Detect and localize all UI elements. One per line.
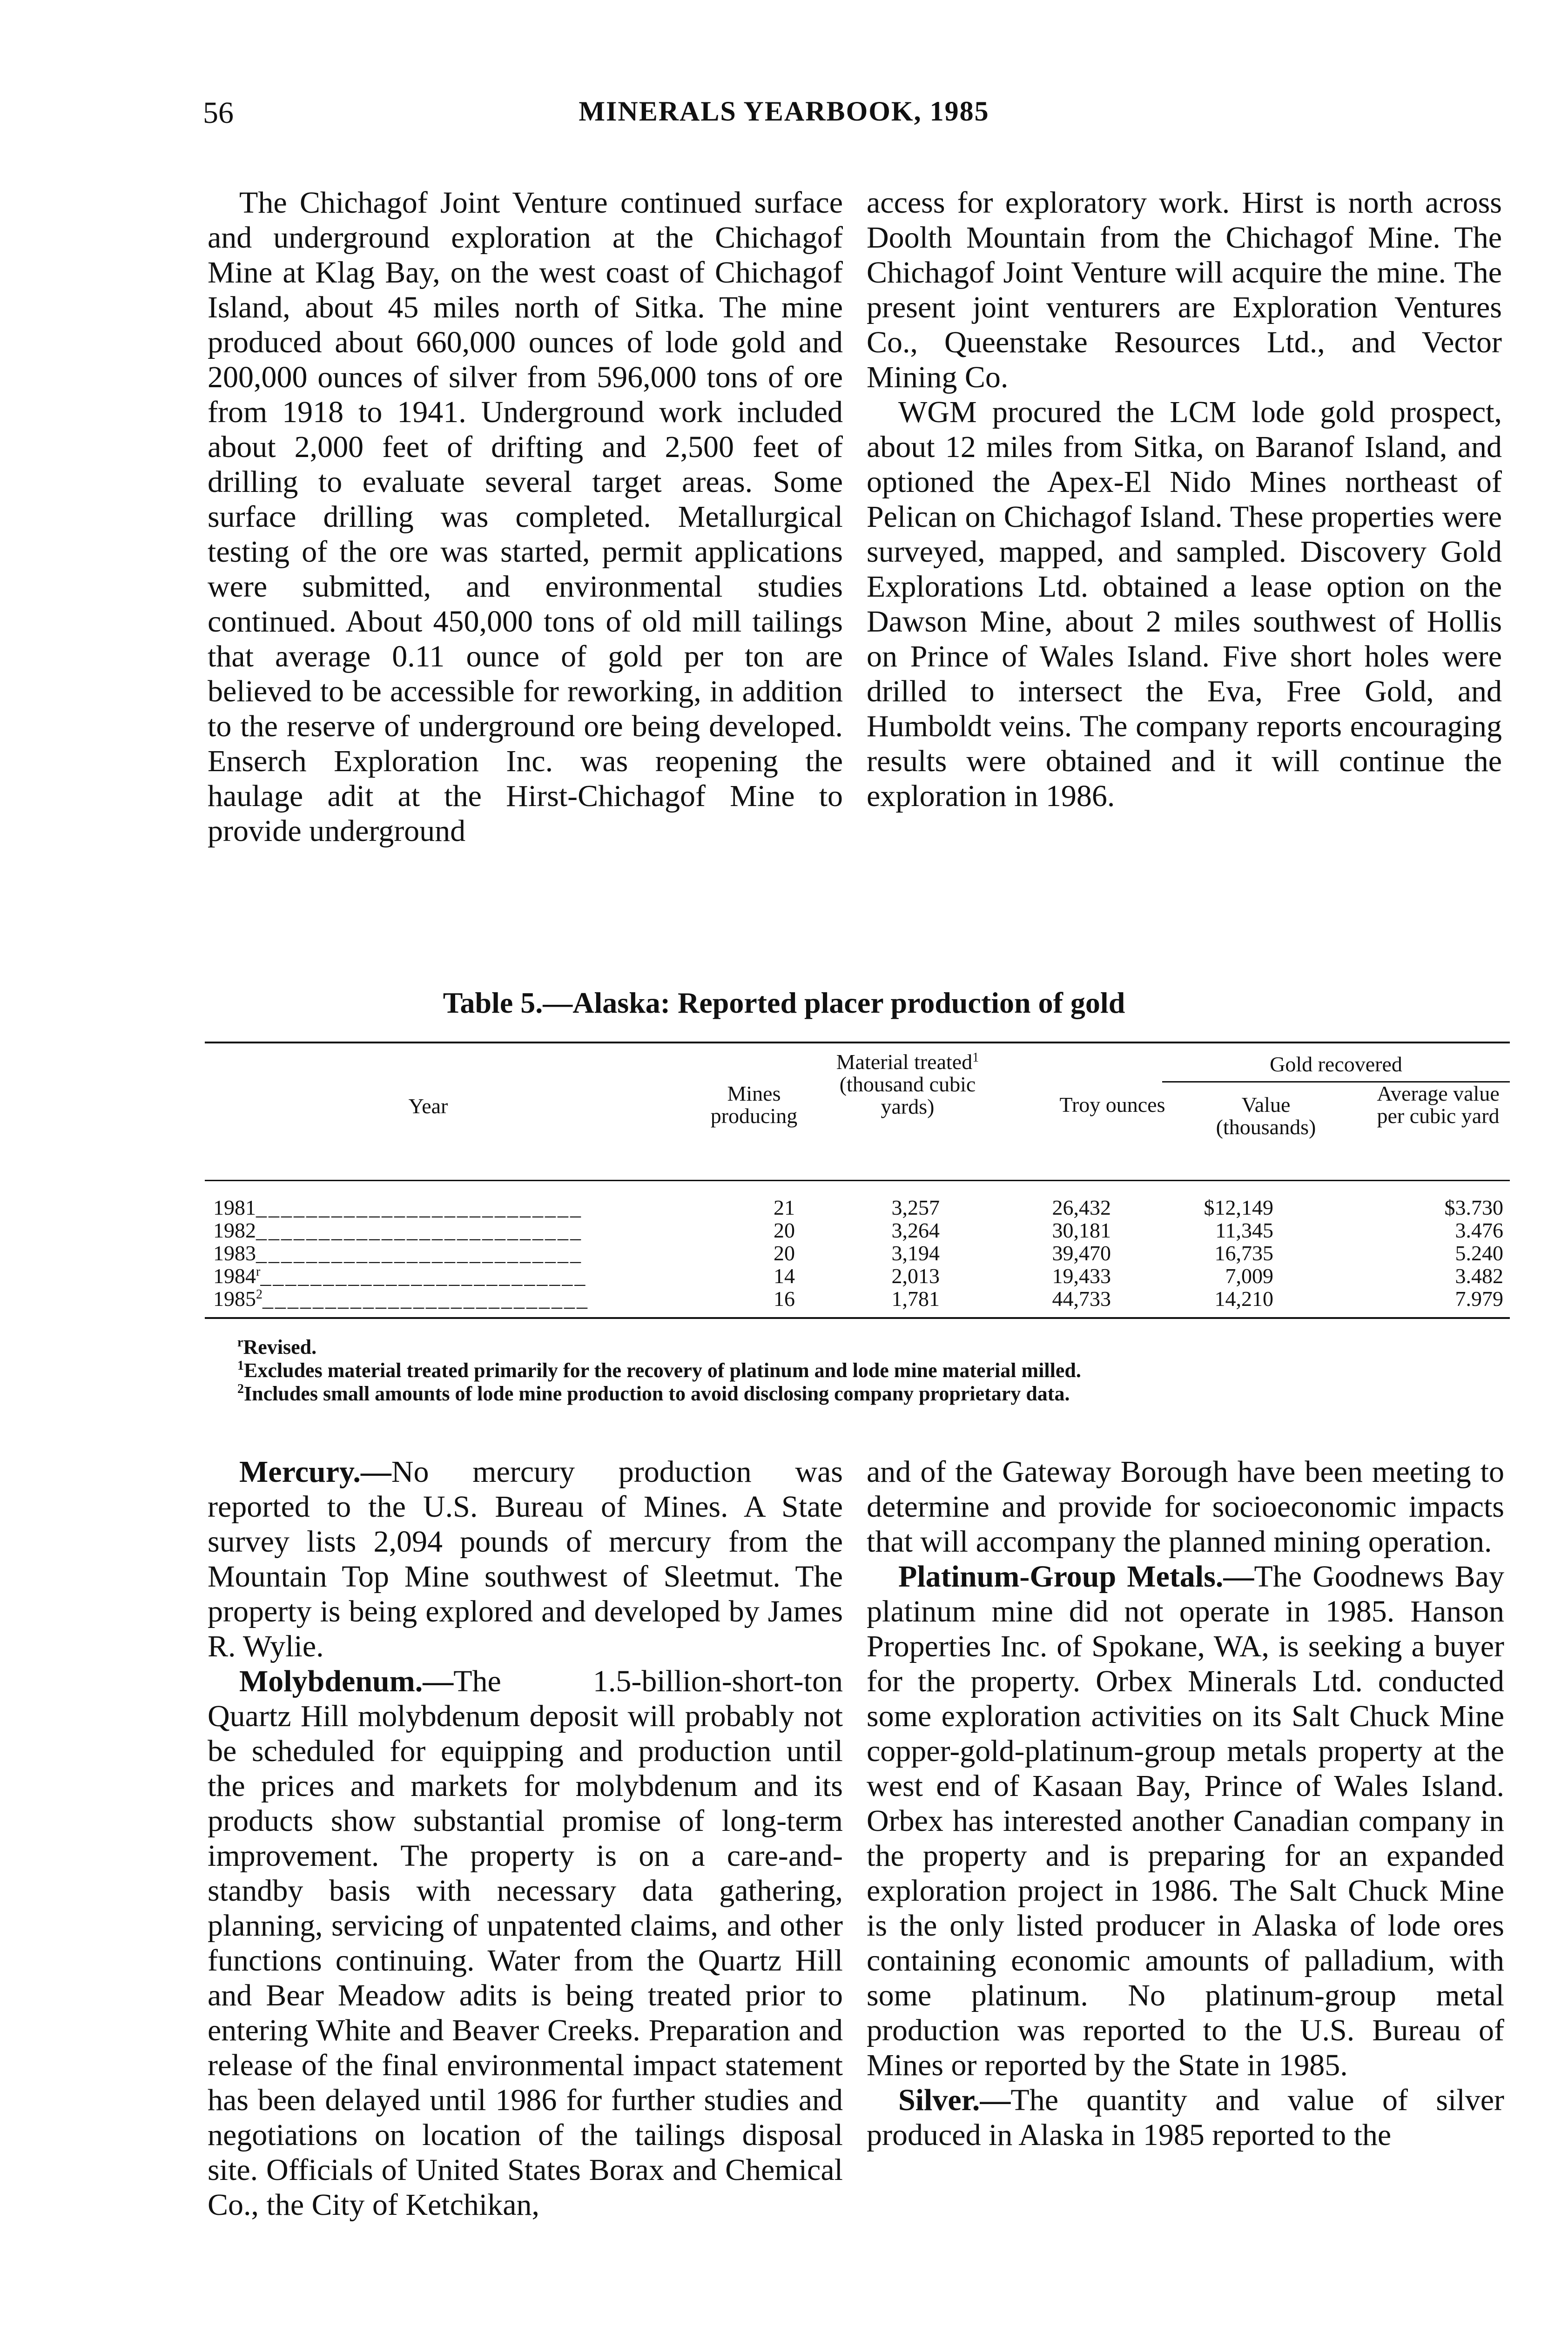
- cell-value: 7,009: [1225, 1264, 1273, 1288]
- note-includes: $^2$Includes small amounts of lode mine production to avoid disclosing company proprietary data.: [237, 1382, 1070, 1405]
- cell-mines: 21: [774, 1196, 795, 1219]
- cell-value: 14,210: [1214, 1287, 1273, 1311]
- table-row: [205, 1242, 1510, 1264]
- paragraph-mercury: Mercury.—No mercury production was reported to the U.S. Bureau of Mines. A State survey lists 2,094 pounds of mercury from the Mountain Top Mine southwest of Sleetmut. The property is being explored and developed by James R. Wylie.: [208, 1455, 843, 1663]
- cell-troy-ounces: 19,433: [1052, 1264, 1111, 1288]
- cell-troy-ounces: 44,733: [1052, 1287, 1111, 1311]
- paragraph-platinum: Platinum-Group Metals.—The Goodnews Bay platinum mine did not operate in 1985. Hanson Properties Inc. of Spokane, WA, is seeking a buyer for the property. Orbex Minerals Ltd. conducted some exploration activities on its Salt Chuck Mine copper-gold-platinum-group metals property at the west end of Kasaan Bay, Prince of Wales Island. Orbex has interested another Canadian company in the property and is preparing for an expanded exploration project in 1986. The Salt Chuck Mine is the only listed producer in Alaska of lode ores containing economic amounts of palladium, with some platinum. No platinum-group metal production was reported to the U.S. Bureau of Mines or reported by the State in 1985.: [867, 1560, 1504, 2082]
- cell-mines: 16: [774, 1287, 795, 1311]
- running-title: MINERALS YEARBOOK, 1985: [579, 96, 989, 127]
- cell-troy-ounces: 30,181: [1052, 1218, 1111, 1242]
- table-notes: [237, 1336, 1081, 1406]
- column-bottom-right: [867, 1454, 1504, 2152]
- cell-troy-ounces: 26,432: [1052, 1196, 1111, 1219]
- cell-year: 1983__________________________: [213, 1242, 583, 1264]
- header-material-units: (thousand cubic yards): [839, 1072, 976, 1118]
- cell-troy-ounces: 39,470: [1052, 1241, 1111, 1265]
- table-header: [205, 1051, 1510, 1167]
- cell-value: 16,735: [1214, 1241, 1273, 1265]
- header-bottom-rule: [205, 1180, 1510, 1181]
- cell-year: 1985$^2$__________________________: [213, 1287, 589, 1310]
- cell-material: 3,194: [891, 1241, 940, 1265]
- cell-value: $12,149: [1204, 1196, 1273, 1219]
- cell-average: 7.979: [1455, 1287, 1503, 1311]
- table-title: Table 5.—Alaska: Reported placer production of gold: [443, 986, 1125, 1019]
- paragraph-molybdenum: Molybdenum.—The 1.5-billion-short-ton Quartz Hill molybdenum deposit will probably not be scheduled for equipping and production until the prices and markets for molybdenum and its products show substantial promise of long-term improvement. The property is on a care-and-standby basis with necessary data gathering, planning, servicing of unpatented claims, and other functions continuing. Water from the Quartz Hill and Bear Meadow adits is being treated prior to entering White and Beaver Creeks. Preparation and release of the final environmental impact statement has been delayed until 1986 for further studies and negotiations on location of the tailings disposal site. Officials of United States Borax and Chemical Co., the City of Ketchikan,: [208, 1664, 843, 2222]
- heading-silver: Silver.—: [898, 2083, 1011, 2117]
- header-material-treated: [819, 1051, 996, 1118]
- cell-mines: 20: [774, 1218, 795, 1242]
- table-body: [205, 1196, 1510, 1310]
- heading-platinum: Platinum-Group Metals.—: [898, 1560, 1254, 1594]
- paragraph-gateway-borough: and of the Gateway Borough have been meeting to determine and provide for socioeconomic impacts that will accompany the planned mining operation.: [867, 1455, 1504, 1559]
- header-troy-ounces: Troy ounces: [1059, 1093, 1165, 1116]
- table-top-rule: [205, 1042, 1510, 1043]
- cell-value: 11,345: [1215, 1218, 1273, 1242]
- table-row: [205, 1196, 1510, 1219]
- column-bottom-left: [208, 1454, 843, 2222]
- cell-year: 1982__________________________: [213, 1219, 583, 1242]
- heading-molybdenum: Molybdenum.—: [239, 1664, 454, 1698]
- footnote-mark: 1: [972, 1050, 979, 1065]
- paragraph-chichagof-venture: The Chichagof Joint Venture continued surface and underground exploration at the Chichagof Mine at Klag Bay, on the west coast of Chichagof Island, about 45 miles north of Sitka. The mine produced about 660,000 ounces of lode gold and 200,000 ounces of silver from 596,000 tons of ore from 1918 to 1941. Underground work included about 2,000 feet of drifting and 2,500 feet of drilling to evaluate several target areas. Some surface drilling was completed. Metallurgical testing of the ore was started, permit applications were submitted, and environmental studies continued. About 450,000 tons of old mill tailings that average 0.11 ounce of gold per ton are believed to be accessible for reworking, in addition to the reserve of underground ore being developed. Enserch Exploration Inc. was reopening the haulage adit at the Hirst-Chichagof Mine to provide underground: [208, 186, 843, 848]
- note-revised: $^r$Revised.: [237, 1335, 317, 1359]
- cell-material: 1,781: [891, 1287, 940, 1311]
- heading-mercury: Mercury.—: [239, 1455, 391, 1489]
- column-top-right: [867, 185, 1502, 814]
- cell-average: $3.730: [1444, 1196, 1503, 1219]
- header-gold-recovered: Gold recovered: [1270, 1052, 1402, 1076]
- cell-material: 2,013: [891, 1264, 940, 1288]
- table-row: [205, 1219, 1510, 1242]
- cell-year: 1981__________________________: [213, 1196, 583, 1219]
- note-excludes: $^1$Excludes material treated primarily for the recovery of platinum and lode mine material milled.: [237, 1359, 1081, 1382]
- header-mines-producing: Mines producing: [710, 1082, 798, 1128]
- paragraph-wgm-lcm: WGM procured the LCM lode gold prospect, about 12 miles from Sitka, on Baranof Island, and optioned the Apex-El Nido Mines northeast of Pelican on Chichagof Island. These properties were surveyed, mapped, and sampled. Discovery Gold Explorations Ltd. obtained a lease option on the Dawson Mine, about 2 miles southwest of Hollis on Prince of Wales Island. Five short holes were drilled to intersect the Eva, Free Gold, and Humboldt veins. The company reports encouraging results were obtained and it will continue the exploration in 1986.: [867, 395, 1502, 813]
- header-average-value: Average value per cubic yard: [1377, 1082, 1500, 1128]
- cell-year: 1984$^r$__________________________: [213, 1264, 587, 1287]
- cell-mines: 20: [774, 1241, 795, 1265]
- table-row: [205, 1287, 1510, 1310]
- cell-average: 5.240: [1455, 1241, 1503, 1265]
- table-row: [205, 1264, 1510, 1287]
- cell-average: 3.482: [1455, 1264, 1503, 1288]
- cell-material: 3,257: [891, 1196, 940, 1219]
- paragraph-silver: Silver.—The quantity and value of silver produced in Alaska in 1985 reported to the: [867, 2083, 1504, 2152]
- table-bottom-rule: [205, 1317, 1510, 1319]
- paragraph-hirst-access: access for exploratory work. Hirst is north across Doolth Mountain from the Chichagof Mine. The Chichagof Joint Venture will acquire the mine. The present joint venturers are Exploration Ventures Co., Queenstake Resources Ltd., and Vector Mining Co.: [867, 186, 1502, 394]
- header-value: Value (thousands): [1216, 1093, 1316, 1139]
- cell-average: 3.476: [1455, 1218, 1503, 1242]
- cell-material: 3,264: [891, 1218, 940, 1242]
- cell-mines: 14: [774, 1264, 795, 1288]
- page-number: 56: [203, 96, 234, 130]
- column-top-left: [208, 185, 843, 848]
- header-year: Year: [408, 1094, 448, 1118]
- header-material-label: Material treated: [836, 1050, 973, 1074]
